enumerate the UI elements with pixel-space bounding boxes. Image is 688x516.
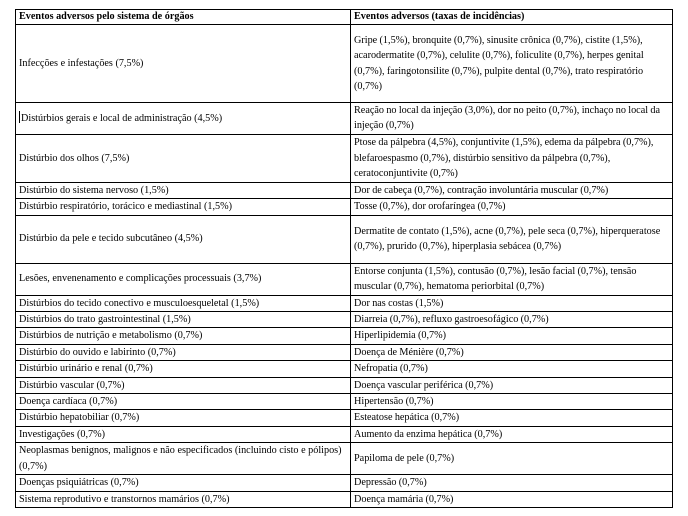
row-system-cell: Infecções e infestações (7,5%)	[16, 25, 351, 103]
row-system-cell: Doenças psiquiátricas (0,7%)	[16, 475, 351, 491]
row-system-cell: Distúrbio dos olhos (7,5%)	[16, 134, 351, 182]
table-row	[16, 328, 673, 344]
table-row	[16, 103, 673, 135]
table-row	[16, 344, 673, 360]
table-row	[16, 312, 673, 328]
table-row	[16, 134, 673, 182]
row-events-cell: Reação no local da injeção (3,0%), dor no peito (0,7%), inchaço no local da injeção (0,7%)	[351, 103, 673, 135]
row-events-cell: Hipertensão (0,7%)	[351, 394, 673, 410]
table-row	[16, 182, 673, 198]
row-system-cell: Distúrbio da pele e tecido subcutâneo (4,5%)	[16, 215, 351, 263]
table-row	[16, 215, 673, 263]
row-events-cell: Depressão (0,7%)	[351, 475, 673, 491]
row-system-cell: Distúrbio hepatobiliar (0,7%)	[16, 410, 351, 426]
row-events-cell: Nefropatia (0,7%)	[351, 361, 673, 377]
row-system-text: Distúrbios gerais e local de administração (4,5%)	[21, 112, 223, 124]
header-events: Eventos adversos (taxas de incidências)	[351, 10, 673, 25]
row-system-cell: Sistema reprodutivo e transtornos mamários (0,7%)	[16, 491, 351, 507]
row-events-cell: Aumento da enzima hepática (0,7%)	[351, 426, 673, 442]
table-row	[16, 394, 673, 410]
table-row	[16, 410, 673, 426]
row-system-cell: Distúrbio vascular (0,7%)	[16, 377, 351, 393]
row-events-cell: Entorse conjunta (1,5%), contusão (0,7%), lesão facial (0,7%), tensão muscular (0,7%), hematoma periorbital (0,7%)	[351, 263, 673, 295]
row-system-cell: Distúrbio respiratório, torácico e mediastinal (1,5%)	[16, 199, 351, 215]
table-row	[16, 295, 673, 311]
table-header	[16, 10, 673, 25]
row-system-cell: Distúrbios do trato gastrointestinal (1,5%)	[16, 312, 351, 328]
row-events-cell: Tosse (0,7%), dor orofaríngea (0,7%)	[351, 199, 673, 215]
row-events-cell: Hiperlipidemia (0,7%)	[351, 328, 673, 344]
row-system-cell: Doença cardíaca (0,7%)	[16, 394, 351, 410]
row-events-cell: Dor de cabeça (0,7%), contração involuntária muscular (0,7%)	[351, 182, 673, 198]
row-system-cell: Distúrbio urinário e renal (0,7%)	[16, 361, 351, 377]
row-system-cell[interactable]	[16, 103, 351, 135]
header-row	[16, 10, 673, 25]
table-row	[16, 25, 673, 103]
row-events-cell: Gripe (1,5%), bronquite (0,7%), sinusite crônica (0,7%), cistite (1,5%), acarodermatite (0,7%), celulite (0,7%), foliculite (0,7%), herpes genital (0,7%), faringotonsilite (0,7%), pulpite dental (0,7%), trato respiratório (0,7%)	[351, 25, 673, 103]
row-system-cell: Lesões, envenenamento e complicações processuais (3,7%)	[16, 263, 351, 295]
table-row	[16, 199, 673, 215]
table-row	[16, 443, 673, 475]
text-cursor	[19, 111, 20, 123]
row-events-cell: Doença vascular periférica (0,7%)	[351, 377, 673, 393]
header-system: Eventos adversos pelo sistema de órgãos	[16, 10, 351, 25]
table-row	[16, 426, 673, 442]
table-row	[16, 263, 673, 295]
adverse-events-table	[15, 9, 673, 508]
table-body	[16, 25, 673, 508]
row-events-cell: Doença mamária (0,7%)	[351, 491, 673, 507]
row-events-cell: Dermatite de contato (1,5%), acne (0,7%), pele seca (0,7%), hiperqueratose (0,7%), prurido (0,7%), hiperplasia sebácea (0,7%)	[351, 215, 673, 263]
row-system-cell: Distúrbios do tecido conectivo e musculoesqueletal (1,5%)	[16, 295, 351, 311]
row-system-cell: Investigações (0,7%)	[16, 426, 351, 442]
row-system-cell: Neoplasmas benignos, malignos e não especificados (incluindo cisto e pólipos) (0,7%)	[16, 443, 351, 475]
row-events-cell: Doença de Ménière (0,7%)	[351, 344, 673, 360]
table-row	[16, 475, 673, 491]
table-row	[16, 361, 673, 377]
row-events-cell: Esteatose hepática (0,7%)	[351, 410, 673, 426]
row-system-cell: Distúrbio do sistema nervoso (1,5%)	[16, 182, 351, 198]
row-events-cell: Ptose da pálpebra (4,5%), conjuntivite (1,5%), edema da pálpebra (0,7%), blefaroespasmo (0,7%), distúrbio sensitivo da pálpebra (0,7%), ceratoconjuntivite (0,7%)	[351, 134, 673, 182]
table-row	[16, 491, 673, 507]
row-events-cell: Papiloma de pele (0,7%)	[351, 443, 673, 475]
table-row	[16, 377, 673, 393]
row-system-cell: Distúrbio do ouvido e labirinto (0,7%)	[16, 344, 351, 360]
row-system-cell: Distúrbios de nutrição e metabolismo (0,7%)	[16, 328, 351, 344]
row-events-cell: Dor nas costas (1,5%)	[351, 295, 673, 311]
row-events-cell: Diarreia (0,7%), refluxo gastroesofágico (0,7%)	[351, 312, 673, 328]
